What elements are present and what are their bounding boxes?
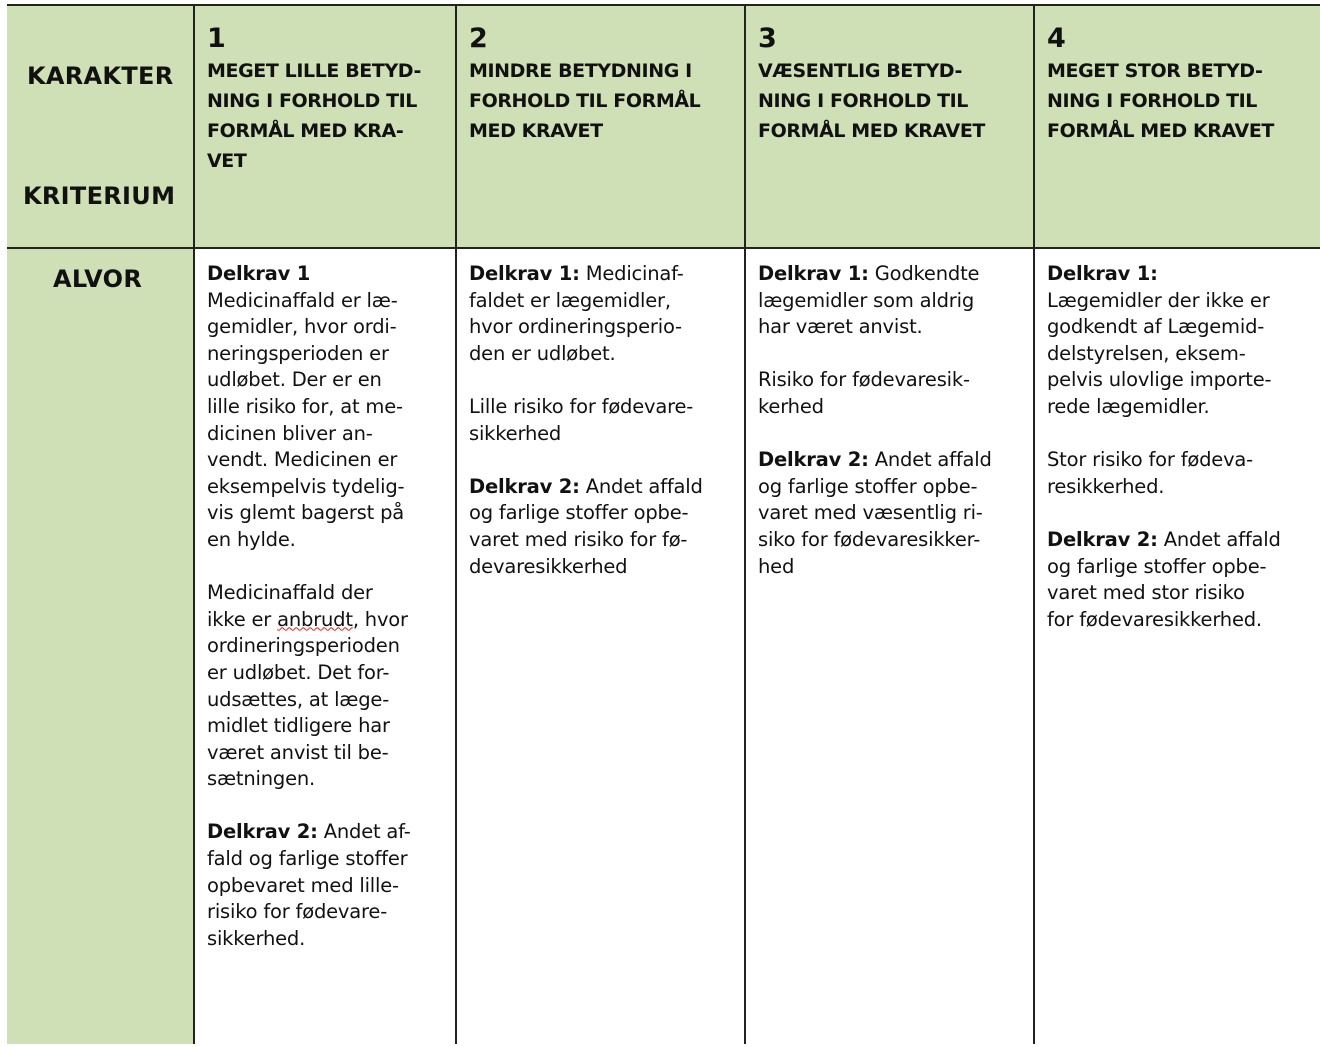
karakter-label: KARAKTER <box>27 62 174 90</box>
paragraph <box>207 261 449 554</box>
grade-number: 2 <box>469 23 488 54</box>
paragraph-text: Risiko for fødevaresik- kerhed <box>758 368 970 418</box>
paragraph-text: Andet affald og farlige stoffer opbe- varet med væsentlig ri- siko for fødevaresikker- hed <box>758 448 992 578</box>
body-cell-1 <box>195 249 457 1044</box>
grade-number: 4 <box>1047 23 1066 54</box>
delkrav-label: Delkrav 1 <box>207 262 311 285</box>
paragraph-text: Stor risiko for fødeva- resikkerhed. <box>1047 448 1254 498</box>
grade-title: MINDRE BETYDNING I FORHOLD TIL FORMÅL MED KRAVET <box>469 60 701 142</box>
paragraph <box>758 367 1027 420</box>
table-grid <box>7 6 1320 1042</box>
body-cell-2 <box>457 249 746 1044</box>
paragraph-text: Andet af- fald og farlige stoffer opbevaret med lille- risiko for fødevare- sikkerhed. <box>207 820 411 950</box>
paragraph-text: Medicinaf- faldet er lægemidler, hvor ordineringsperio- den er udløbet. <box>469 262 684 365</box>
grade-title: MEGET LILLE BETYD- NING I FORHOLD TIL FORMÅL MED KRA- VET <box>207 60 422 172</box>
paragraph-text: , hvor ordineringsperioden er udløbet. Det for- udsættes, at læge- midlet tidligere har været anvist til be- sætningen. <box>207 607 408 791</box>
corner-header-cell <box>7 6 195 249</box>
paragraph-text: Andet affald og farlige stoffer opbe- varet med stor risiko for fødevaresikkerhed. <box>1047 527 1281 631</box>
delkrav-label: Delkrav 2: <box>1047 527 1158 551</box>
paragraph-text: Lille risiko for fødevare- sikkerhed <box>469 394 694 445</box>
delkrav-label: Delkrav 1: <box>469 262 580 285</box>
paragraph <box>207 819 449 952</box>
grade-number: 3 <box>758 23 777 54</box>
row-label-cell <box>7 249 195 1044</box>
paragraph-text: Medicinaffald er læ- gemidler, hvor ordi- neringsperioden er udløbet. Der er en lille risiko for, at me- dicinen bliver an- vendt. Medicinen er eksempelvis tydelig- vis glemt bagerst på en hylde. <box>207 288 405 551</box>
delkrav-label: Delkrav 2: <box>469 474 580 498</box>
delkrav-label: Delkrav 1: <box>758 262 869 285</box>
paragraph-text: Lægemidler der ikke er godkendt af Lægemid- delstyrelsen, eksem- pelvis ulovlige importe- rede lægemidler. <box>1047 288 1272 418</box>
grade-title: MEGET STOR BETYD- NING I FORHOLD TIL FORMÅL MED KRAVET <box>1047 60 1274 142</box>
grade-header-2 <box>457 6 746 249</box>
alvor-label: ALVOR <box>53 265 143 293</box>
paragraph-text: Medicinaffald der ikke er <box>207 581 373 631</box>
paragraph <box>207 580 449 793</box>
paragraph <box>469 261 738 367</box>
paragraph <box>469 474 738 580</box>
paragraph <box>1047 447 1314 500</box>
delkrav-label: Delkrav 2: <box>207 820 318 844</box>
assessment-table <box>7 4 1320 1044</box>
paragraph <box>758 261 1027 341</box>
delkrav-label: Delkrav 2: <box>758 448 869 472</box>
paragraph <box>758 447 1027 580</box>
kriterium-label: KRITERIUM <box>23 182 176 210</box>
paragraph <box>1047 261 1314 421</box>
paragraph <box>469 394 738 447</box>
spellcheck-word: anbrudt <box>277 607 353 631</box>
delkrav-label: Delkrav 1: <box>1047 262 1158 285</box>
paragraph-text: Godkendte lægemidler som aldrig har været anvist. <box>758 262 980 339</box>
grade-title: VÆSENTLIG BETYD- NING I FORHOLD TIL FORMÅL MED KRAVET <box>758 60 985 142</box>
grade-header-4 <box>1035 6 1320 249</box>
paragraph-text: Andet affald og farlige stoffer opbe- varet med risiko for fø- devaresikkerhed <box>469 474 703 578</box>
paragraph <box>1047 527 1314 633</box>
grade-header-1 <box>195 6 457 249</box>
grade-header-3 <box>746 6 1035 249</box>
grade-number: 1 <box>207 23 226 54</box>
body-cell-4 <box>1035 249 1320 1044</box>
body-cell-3 <box>746 249 1035 1044</box>
